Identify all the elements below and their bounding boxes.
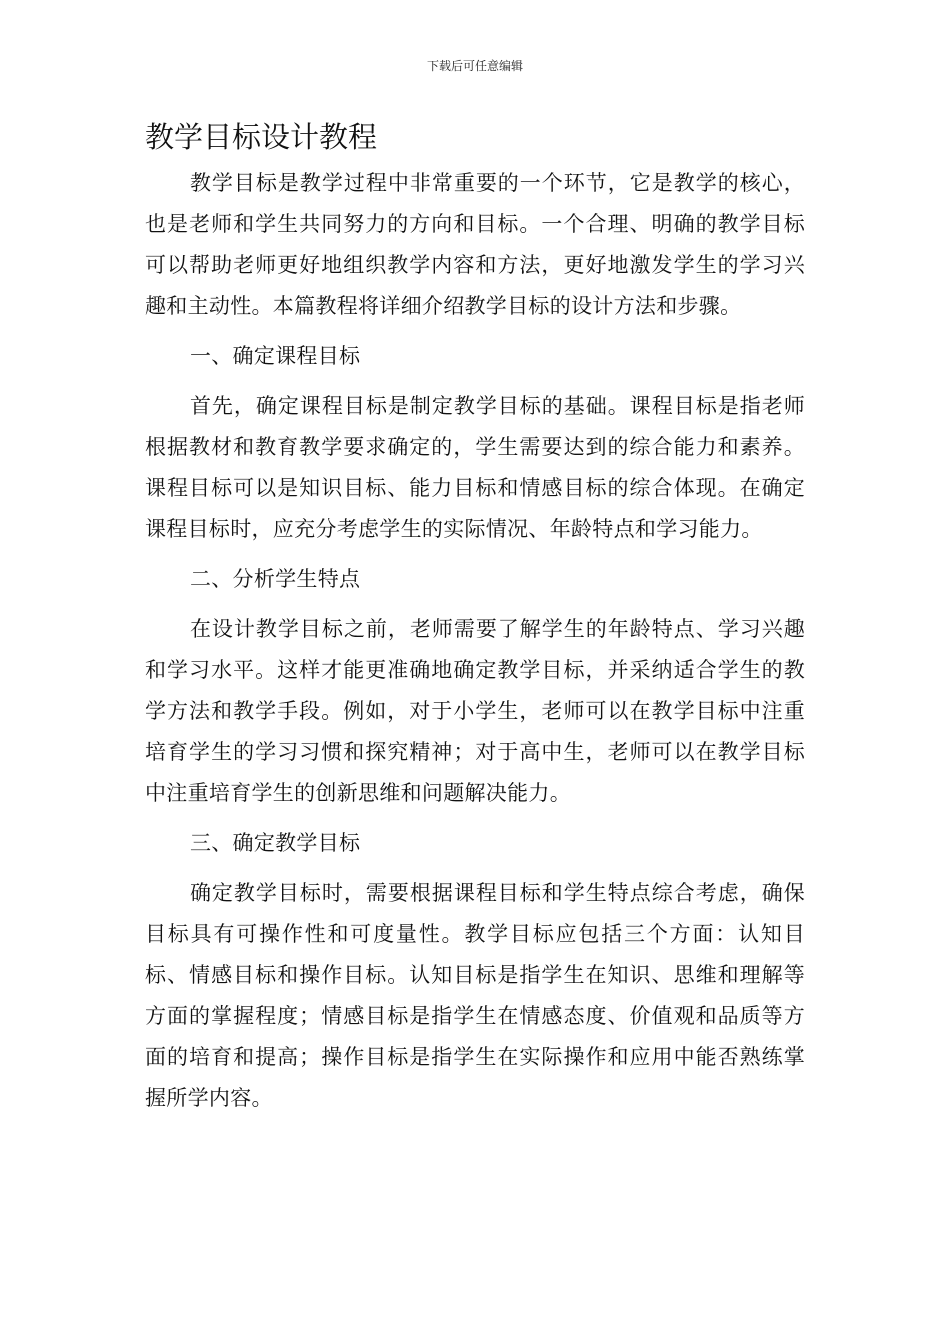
header-note: 下载后可任意编辑 (426, 59, 523, 73)
section-heading-1: 一、确定课程目标 (189, 344, 361, 368)
section-body-1: 首先，确定课程目标是制定教学目标的基础。课程目标是指老师根据教材和教育教学要求确定的，学生需要达到的综合能力和素养。课程目标可以是知识目标、能力目标和情感目标的综合体现。在确定课程目标时，应充分考虑学生的实际情况、年龄特点和学习能力。 (145, 394, 805, 541)
document-title: 教学目标设计教程 (145, 120, 378, 154)
intro-paragraph: 教学目标是教学过程中非常重要的一个环节，它是教学的核心，也是老师和学生共同努力的方向和目标。一个合理、明确的教学目标可以帮助老师更好地组织教学内容和方法，更好地激发学生的学习兴趣和主动性。本篇教程将详细介绍教学目标的设计方法和步骤。 (145, 171, 805, 318)
document-body (145, 163, 805, 1119)
section-body-3: 确定教学目标时，需要根据课程目标和学生特点综合考虑，确保目标具有可操作性和可度量性。教学目标应包括三个方面：认知目标、情感目标和操作目标。认知目标是指学生在知识、思维和理解等方面的掌握程度；情感目标是指学生在情感态度、价值观和品质等方面的培育和提高；操作目标是指学生在实际操作和应用中能否熟练掌握所学内容。 (145, 881, 805, 1110)
section-heading-3: 三、确定教学目标 (189, 831, 361, 855)
section-body-2: 在设计教学目标之前，老师需要了解学生的年龄特点、学习兴趣和学习水平。这样才能更准确地确定教学目标，并采纳适合学生的教学方法和教学手段。例如，对于小学生，老师可以在教学目标中注重培育学生的学习习惯和探究精神；对于高中生，老师可以在教学目标中注重培育学生的创新思维和问题解决能力。 (145, 617, 805, 805)
section-heading-2: 二、分析学生特点 (189, 567, 361, 591)
